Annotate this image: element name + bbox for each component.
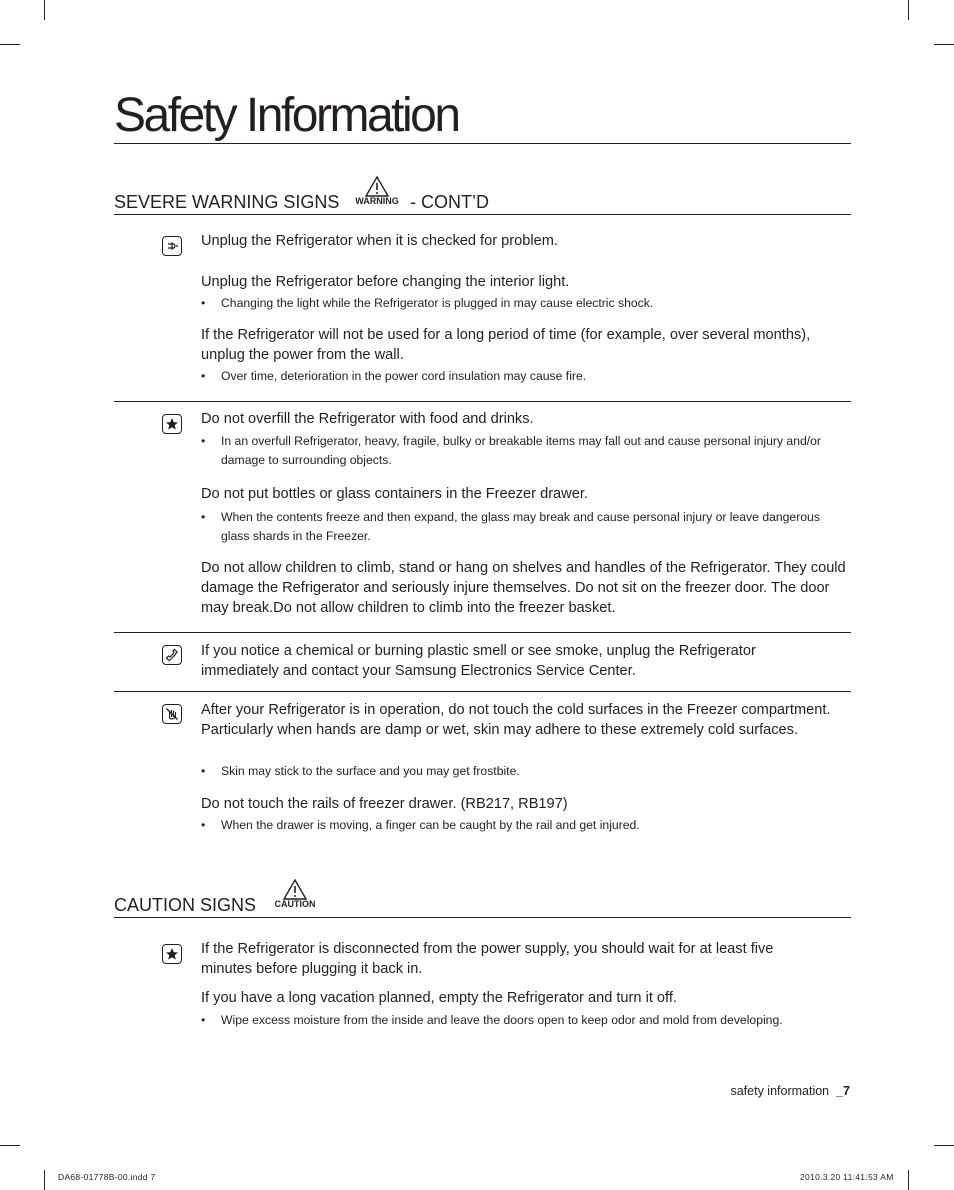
star-icon: [162, 944, 182, 964]
page-number: _7: [836, 1084, 850, 1098]
severe-1-item-1: Unplug the Refrigerator when it is checked for problem.: [201, 233, 558, 249]
no-touch-icon: [162, 704, 182, 724]
severe-2-item-3: Do not allow children to climb, stand or hang on shelves and handles of the Refrigerator. They could damage the Refrigerator and seriously injure themselves. Do not sit on the freezer door. The door may break.Do not allow children to climb into the freezer basket.: [201, 560, 846, 616]
severe-heading-text: SEVERE WARNING SIGNS: [114, 192, 340, 212]
severe-2-item-1-bullet: • In an overfull Refrigerator, heavy, fragile, bulky or breakable items may fall out and cause personal injury and/or damage to surrounding objects.: [221, 432, 846, 470]
severe-3-item-1: If you notice a chemical or burning plastic smell or see smoke, unplug the Refrigerator immediately and contact your Samsung Electronics Service Center.: [201, 643, 756, 679]
phone-icon: [162, 645, 182, 665]
severe-1-item-2: Unplug the Refrigerator before changing the interior light.: [201, 274, 570, 290]
crop-mark: [0, 1145, 20, 1146]
separator: [114, 401, 851, 402]
separator: [114, 632, 851, 633]
severe-4-item-2-bullet: • When the drawer is moving, a finger can be caught by the rail and get injured.: [221, 816, 841, 835]
severe-1-item-3-bullet: • Over time, deterioration in the power cord insulation may cause fire.: [221, 367, 841, 386]
page-folio: [730, 1084, 850, 1098]
warning-icon: [350, 175, 404, 209]
severe-1-item-2-bullet: • Changing the light while the Refrigerator is plugged in may cause electric shock.: [221, 294, 841, 313]
crop-mark: [934, 44, 954, 45]
severe-heading-rule: [114, 214, 851, 215]
severe-1-item-3: If the Refrigerator will not be used for a long period of time (for example, over several months), unplug the power from the wall.: [201, 327, 811, 363]
slug-file: DA68-01778B-00.indd 7: [58, 1172, 156, 1182]
caution-1-item-2: If you have a long vacation planned, empty the Refrigerator and turn it off.: [201, 990, 677, 1006]
crop-mark: [908, 1170, 909, 1190]
crop-mark: [44, 0, 45, 20]
separator: [114, 691, 851, 692]
caution-1-item-2-bullet: • Wipe excess moisture from the inside and leave the doors open to keep odor and mold from developing.: [221, 1011, 851, 1030]
severe-heading-suffix: - CONT’D: [410, 192, 489, 212]
severe-2-item-2-bullet: • When the contents freeze and then expand, the glass may break and cause personal injury or leave dangerous glass shards in the Freezer.: [221, 508, 826, 546]
crop-mark: [908, 0, 909, 20]
caution-icon: [267, 878, 323, 912]
severe-warning-heading: [114, 192, 339, 213]
crop-mark: [0, 44, 20, 45]
severe-4-item-1-bullet: • Skin may stick to the surface and you may get frostbite.: [221, 762, 841, 781]
slug-date: 2010.3.20 11:41:53 AM: [800, 1172, 894, 1182]
page-title: Safety Information: [114, 89, 459, 142]
warning-icon-label: WARNING: [355, 196, 399, 206]
caution-1-item-1: If the Refrigerator is disconnected from the power supply, you should wait for at least five minutes before plugging it back in.: [201, 941, 774, 977]
crop-mark: [934, 1145, 954, 1146]
title-rule: [114, 143, 851, 144]
caution-icon-label: CAUTION: [274, 899, 316, 909]
crop-mark: [44, 1170, 45, 1190]
severe-2-item-1: Do not overfill the Refrigerator with food and drinks.: [201, 411, 534, 427]
unplug-icon: [162, 236, 182, 256]
severe-4-item-2: Do not touch the rails of freezer drawer. (RB217, RB197): [201, 796, 568, 812]
star-icon: [162, 414, 182, 434]
caution-heading-rule: [114, 917, 851, 918]
severe-2-item-2: Do not put bottles or glass containers in the Freezer drawer.: [201, 486, 588, 502]
footer-section: safety information: [730, 1084, 830, 1098]
caution-heading: CAUTION SIGNS: [114, 895, 257, 915]
severe-4-item-1: After your Refrigerator is in operation, do not touch the cold surfaces in the Freezer compartment. Particularly when hands are damp or wet, skin may adhere to these extremely cold surfaces.: [201, 702, 831, 738]
